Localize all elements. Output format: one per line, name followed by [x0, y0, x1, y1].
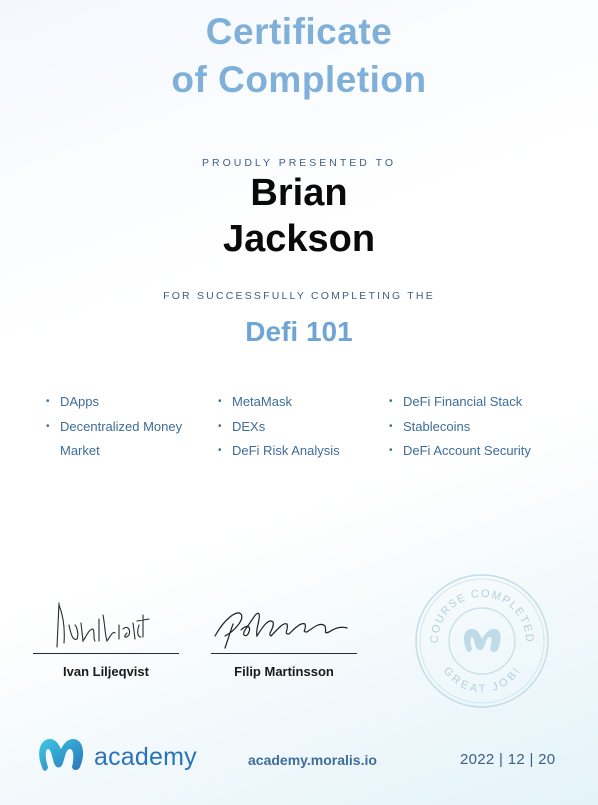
course-completed-badge — [414, 573, 550, 709]
topic-item: • Decentralized Money Market — [46, 415, 206, 464]
course-name: Defi 101 — [245, 316, 353, 347]
topic-item: • Stablecoins — [389, 415, 579, 440]
moralis-logo-icon — [464, 629, 501, 652]
topics-column-2 — [218, 390, 378, 464]
topic-item: • DEXs — [218, 415, 378, 440]
badge-top-text: COURSE COMPLETED — [428, 587, 536, 644]
signer-name: Ivan Liljeqvist — [63, 664, 149, 679]
signer-name: Filip Martinsson — [234, 664, 334, 679]
signature-line — [211, 653, 357, 654]
signature-image-ivan — [33, 595, 179, 653]
recipient-first-name: Brian — [250, 172, 348, 214]
completing-label: FOR SUCCESSFULLY COMPLETING THE — [163, 290, 435, 302]
signature-block-ivan — [33, 595, 179, 679]
badge-bottom-text: GREAT JOB! — [440, 665, 524, 696]
title-line-1: Certificate — [205, 11, 393, 52]
title-line-2: of Completion — [171, 59, 427, 100]
signature-block-filip — [211, 600, 357, 679]
topic-item: • DeFi Financial Stack — [389, 390, 579, 415]
certificate-title — [0, 8, 598, 104]
topics-column-1 — [46, 390, 206, 464]
presented-label: PROUDLY PRESENTED TO — [201, 157, 396, 169]
signature-image-filip — [211, 600, 357, 653]
recipient-last-name: Jackson — [222, 218, 376, 260]
topic-item: • DApps — [46, 390, 206, 415]
signature-line — [33, 653, 179, 654]
academy-logo — [36, 735, 197, 779]
topic-item: • DeFi Risk Analysis — [218, 439, 378, 464]
topics-column-3 — [389, 390, 579, 464]
moralis-logo-icon — [36, 735, 86, 779]
completion-date: 2022 | 12 | 20 — [460, 751, 556, 768]
website-link[interactable]: academy.moralis.io — [248, 752, 377, 768]
academy-wordmark: academy — [94, 742, 197, 771]
topic-item: • DeFi Account Security — [389, 439, 579, 464]
topic-item: • MetaMask — [218, 390, 378, 415]
recipient-name — [0, 170, 598, 262]
